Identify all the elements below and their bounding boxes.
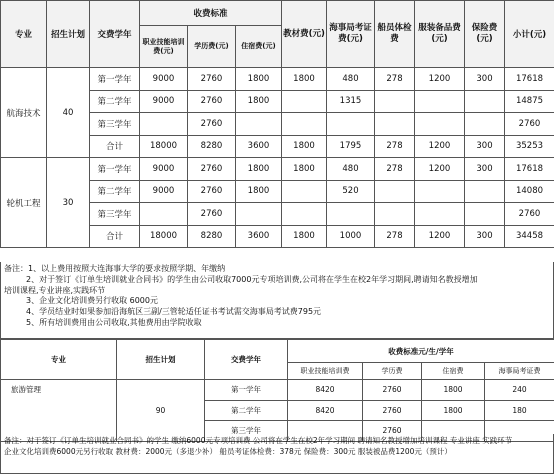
tuition-cell: 2760 bbox=[188, 113, 236, 136]
year-cell: 第一学年 bbox=[205, 380, 288, 401]
year-cell: 合计 bbox=[90, 225, 140, 248]
header-enroll-plan: 招生计划 bbox=[47, 1, 90, 68]
uniform-cell bbox=[415, 203, 465, 226]
subtotal-cell: 2760 bbox=[505, 203, 554, 226]
physical-cell bbox=[375, 90, 415, 113]
lodging-cell bbox=[236, 203, 282, 226]
lodging-cell: 1800 bbox=[236, 158, 282, 181]
year-cell: 第三学年 bbox=[90, 113, 140, 136]
physical-cell bbox=[375, 180, 415, 203]
textbook-cell: 1800 bbox=[282, 135, 327, 158]
physical-cell: 278 bbox=[375, 158, 415, 181]
textbook-cell bbox=[282, 180, 327, 203]
header-major: 专业 bbox=[1, 1, 47, 68]
tuition-cell: 2760 bbox=[363, 400, 422, 421]
table-row bbox=[1, 158, 554, 181]
textbook-cell bbox=[282, 90, 327, 113]
vocational-cell bbox=[140, 113, 188, 136]
header-fee-standard: 收费标准 bbox=[140, 1, 282, 26]
year-cell: 第三学年 bbox=[90, 203, 140, 226]
header-tuition: 学历费 bbox=[363, 363, 422, 380]
header-textbook: 教材费(元) bbox=[282, 1, 327, 68]
table-row bbox=[1, 380, 554, 401]
vocational-cell: 18000 bbox=[140, 225, 188, 248]
exam-cell: 480 bbox=[327, 68, 375, 91]
note-line: 2、对于签订《订单生培训就业合同书》的学生由公司收取7000元专项培训费,公司将在学生在校2年学习期间,聘请知名教授增加 bbox=[26, 274, 478, 284]
lodging-cell: 1800 bbox=[236, 180, 282, 203]
vocational-cell: 9000 bbox=[140, 90, 188, 113]
table-row bbox=[1, 68, 554, 91]
notes-block bbox=[0, 262, 554, 339]
exam-cell: 1000 bbox=[327, 225, 375, 248]
vocational-cell: 8420 bbox=[288, 400, 363, 421]
vocational-cell: 9000 bbox=[140, 158, 188, 181]
subtotal-cell: 14080 bbox=[505, 180, 554, 203]
uniform-cell: 1200 bbox=[415, 158, 465, 181]
insurance-cell bbox=[465, 113, 505, 136]
header-exam-cert: 海事局考证费(元) bbox=[327, 1, 375, 68]
exam-cell: 1795 bbox=[327, 135, 375, 158]
subtotal-cell: 35253 bbox=[505, 135, 554, 158]
fee-table-tourism bbox=[0, 339, 554, 442]
major-cell: 旅游管理 bbox=[1, 380, 117, 442]
vocational-cell: 8420 bbox=[288, 380, 363, 401]
uniform-cell bbox=[415, 90, 465, 113]
insurance-cell bbox=[465, 180, 505, 203]
uniform-cell bbox=[415, 113, 465, 136]
year-cell: 第一学年 bbox=[90, 68, 140, 91]
physical-cell bbox=[375, 113, 415, 136]
tuition-cell: 2760 bbox=[363, 421, 422, 442]
textbook-cell bbox=[282, 113, 327, 136]
lodging-cell bbox=[236, 113, 282, 136]
insurance-cell bbox=[465, 203, 505, 226]
lodging-cell: 3600 bbox=[236, 225, 282, 248]
insurance-cell: 300 bbox=[465, 225, 505, 248]
lodging-cell: 1800 bbox=[236, 68, 282, 91]
note-line: 企业文化培训费6000元另行收取 教材费：2000元（多退少补） 船员考证体检费：378元 保险费：300元 服装被品费1200元（预计） bbox=[4, 446, 452, 456]
tuition-cell: 8280 bbox=[188, 135, 236, 158]
tuition-cell: 2760 bbox=[188, 203, 236, 226]
header-exam-cert: 海事局考证费 bbox=[485, 363, 554, 380]
year-cell: 第一学年 bbox=[90, 158, 140, 181]
major-cell: 轮机工程 bbox=[1, 158, 47, 248]
subtotal-cell: 17618 bbox=[505, 158, 554, 181]
textbook-cell: 1800 bbox=[282, 158, 327, 181]
lodging-cell: 1800 bbox=[422, 380, 485, 401]
plan-cell: 40 bbox=[47, 68, 90, 158]
vocational-cell: 9000 bbox=[140, 180, 188, 203]
textbook-cell: 1800 bbox=[282, 68, 327, 91]
header-subtotal: 小计(元) bbox=[505, 1, 554, 68]
header-pay-year: 交费学年 bbox=[90, 1, 140, 68]
lodging-cell: 1800 bbox=[422, 400, 485, 421]
exam-cell: 180 bbox=[485, 400, 554, 421]
header-fee-standard: 收费标准元/生/学年 bbox=[288, 340, 554, 363]
header-pay-year: 交费学年 bbox=[205, 340, 288, 380]
year-cell: 第二学年 bbox=[90, 180, 140, 203]
uniform-cell: 1200 bbox=[415, 68, 465, 91]
exam-cell: 480 bbox=[327, 158, 375, 181]
textbook-cell bbox=[282, 203, 327, 226]
uniform-cell: 1200 bbox=[415, 225, 465, 248]
header-lodging: 住宿费(元) bbox=[236, 26, 282, 68]
vocational-cell bbox=[140, 203, 188, 226]
header-insurance: 保险费(元) bbox=[465, 1, 505, 68]
header-vocational: 职业技能培训费(元) bbox=[140, 26, 188, 68]
uniform-cell bbox=[415, 180, 465, 203]
physical-cell: 278 bbox=[375, 68, 415, 91]
exam-cell bbox=[327, 113, 375, 136]
note-line: 5、所有培训费用由公司收取,其他费用由学院收取 bbox=[26, 317, 202, 327]
vocational-cell: 9000 bbox=[140, 68, 188, 91]
header-major: 专业 bbox=[1, 340, 117, 380]
note-line: 培训课程,专业讲座,实践环节 bbox=[4, 285, 106, 295]
plan-cell: 30 bbox=[47, 158, 90, 248]
tuition-cell: 8280 bbox=[188, 225, 236, 248]
physical-cell: 278 bbox=[375, 225, 415, 248]
vocational-cell: 18000 bbox=[140, 135, 188, 158]
physical-cell: 278 bbox=[375, 135, 415, 158]
notes-block-tourism bbox=[0, 434, 554, 474]
plan-cell: 90 bbox=[117, 380, 205, 442]
exam-cell: 1315 bbox=[327, 90, 375, 113]
lodging-cell: 3600 bbox=[236, 135, 282, 158]
header-enroll-plan: 招生计划 bbox=[117, 340, 205, 380]
uniform-cell: 1200 bbox=[415, 135, 465, 158]
insurance-cell: 300 bbox=[465, 158, 505, 181]
note-line: 备注：1、以上费用按照大连海事大学的要求按照学期、年缴纳 bbox=[4, 264, 226, 273]
year-cell: 合计 bbox=[90, 135, 140, 158]
note-line: 3、企业文化培训费另行收取 6000元 bbox=[26, 296, 158, 306]
tuition-cell: 2760 bbox=[188, 158, 236, 181]
textbook-cell: 1800 bbox=[282, 225, 327, 248]
header-uniform: 服装备品费(元) bbox=[415, 1, 465, 68]
exam-cell bbox=[327, 203, 375, 226]
tuition-cell: 2760 bbox=[188, 180, 236, 203]
year-cell: 第二学年 bbox=[90, 90, 140, 113]
insurance-cell bbox=[465, 90, 505, 113]
header-vocational: 职业技能培训费 bbox=[288, 363, 363, 380]
header-lodging: 住宿费 bbox=[422, 363, 485, 380]
insurance-cell: 300 bbox=[465, 68, 505, 91]
exam-cell: 520 bbox=[327, 180, 375, 203]
subtotal-cell: 2760 bbox=[505, 113, 554, 136]
tuition-cell: 2760 bbox=[188, 68, 236, 91]
year-cell: 第二学年 bbox=[205, 400, 288, 421]
subtotal-cell: 14875 bbox=[505, 90, 554, 113]
subtotal-cell: 34458 bbox=[505, 225, 554, 248]
physical-cell bbox=[375, 203, 415, 226]
tuition-cell: 2760 bbox=[363, 380, 422, 401]
tuition-cell: 2760 bbox=[188, 90, 236, 113]
lodging-cell: 1800 bbox=[236, 90, 282, 113]
header-physical: 船员体检费 bbox=[375, 1, 415, 68]
note-line: 备注：对于签订《订单生培训就业合同书》的学生 缴纳6000元专项培训费 公司将在学生在校2年学习期间 聘请知名教授增加培训课程 专业讲座 实践环节 bbox=[4, 436, 513, 445]
insurance-cell: 300 bbox=[465, 135, 505, 158]
subtotal-cell: 17618 bbox=[505, 68, 554, 91]
major-cell: 航海技术 bbox=[1, 68, 47, 158]
header-tuition: 学历费(元) bbox=[188, 26, 236, 68]
year-cell: 第三学年 bbox=[205, 421, 288, 442]
exam-cell: 240 bbox=[485, 380, 554, 401]
note-line: 4、学员结业时如果参加沿海航区三副/三管轮适任证书考试需交海事局考试费795元 bbox=[26, 307, 322, 317]
